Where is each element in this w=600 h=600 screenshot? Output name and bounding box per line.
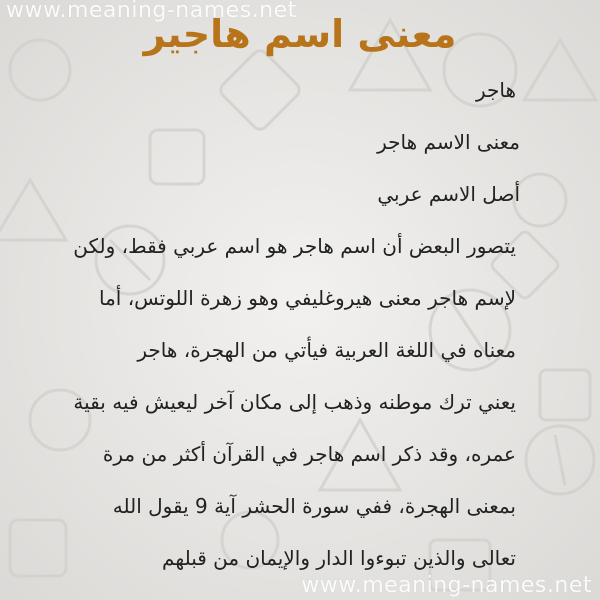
watermark-bottom: www.meaning-names.net [301,573,592,598]
name-meaning-line: معنى الاسم هاجر [377,130,520,154]
name-origin-line: أصل الاسم عربي [377,182,520,206]
page-title: معنى اسم هاجير [143,12,457,56]
paragraph-line: تعالى والذين تبوءوا الدار والإيمان من قبلهم [162,546,516,570]
paragraph-line: يعني ترك موطنه وذهب إلى مكان آخر ليعيش فيه بقية [73,390,516,414]
paragraph-line: يتصور البعض أن اسم هاجر هو اسم عربي فقط، ولكن [73,234,516,258]
paragraph-line: بمعنى الهجرة، ففي سورة الحشر آية 9 يقول الله [112,494,516,518]
watermark-top: www.meaning-names.net [6,0,297,23]
paragraph-line: لإسم هاجر معنى هيروغليفي وهو زهرة اللوتس، أما [98,286,516,310]
paragraph-line: معناه في اللغة العربية فيأتي من الهجرة، هاجر [137,338,516,362]
name-line: هاجر [475,78,516,102]
paragraph-line: عمره، وقد ذكر اسم هاجر في القرآن أكثر من مرة [102,442,516,466]
article-body [46,64,520,584]
